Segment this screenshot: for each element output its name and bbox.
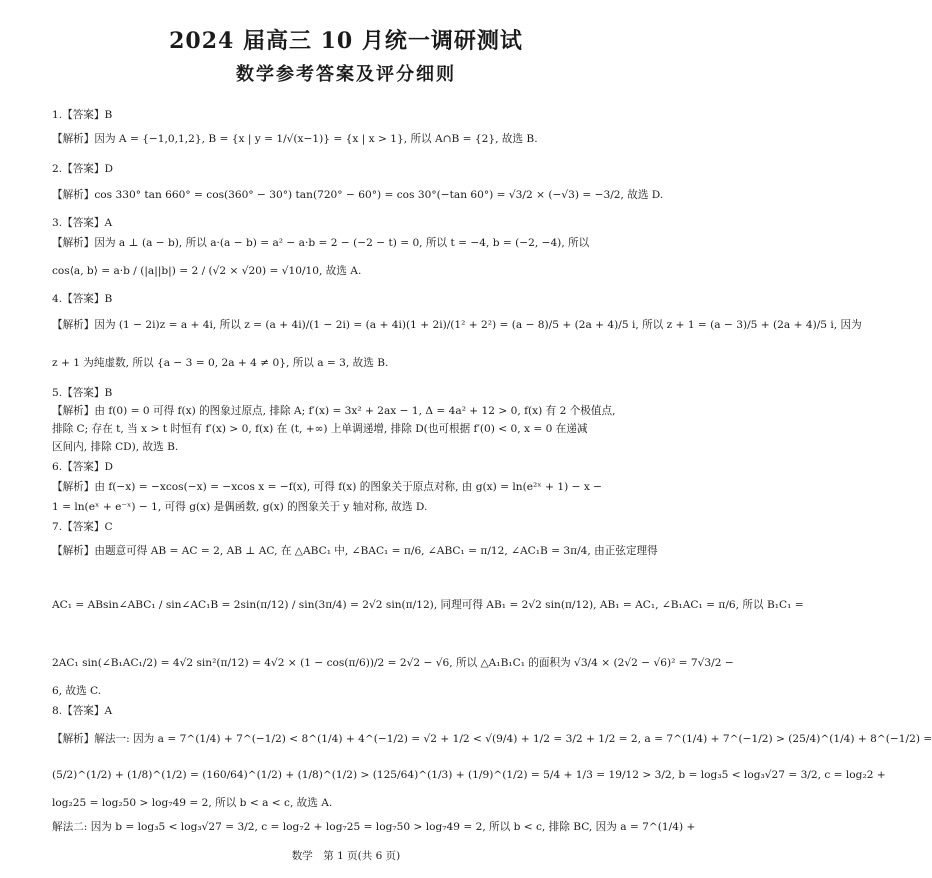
solution-line: 【解析】解法一: 因为 a = 7^(1/4) + 7^(−1/2) < 8^(1/4) + 4^(−1/2) = √2 + 1/2 < √(9/4) + 1/2 = 3/2 + 1/2 = 2, a = 7^(1/4) + 7^(−1/2) > (25/4)^(1/4) + 8^(−1/2) =: [52, 733, 932, 745]
solution-line: cos⟨a, b⟩ = a·b / (|a||b|) = 2 / (√2 × √20) = √10/10, 故选 A.: [52, 265, 362, 277]
answer-header: 3.【答案】A: [52, 217, 113, 229]
solution-line: 排除 C; 存在 t, 当 x > t 时恒有 f′(x) > 0, f(x) 在 (t, +∞) 上单调递增, 排除 D(也可根据 f′(0) < 0, x = 0 在递减: [52, 423, 588, 435]
answer-header: 2.【答案】D: [52, 163, 113, 175]
solution-line: 【解析】由 f(−x) = −xcos(−x) = −xcos x = −f(x), 可得 f(x) 的图象关于原点对称, 由 g(x) = ln(e²ˣ + 1) − x −: [52, 481, 603, 493]
answer-header: 8.【答案】A: [52, 705, 113, 717]
solution-line: 2AC₁ sin(∠B₁AC₁/2) = 4√2 sin²(π/12) = 4√2 × (1 − cos(π/6))/2 = 2√2 − √6, 所以 △A₁B₁C₁ 的面积为 √3/4 × (2√2 − √6)² = 7√3/2 −: [52, 657, 734, 669]
solution-line: 【解析】cos 330° tan 660° = cos(360° − 30°) tan(720° − 60°) = cos 30°(−tan 60°) = √3/2 × (−√3) = −3/2, 故选 D.: [52, 189, 664, 201]
solution-line: 区间内, 排除 CD), 故选 B.: [52, 441, 179, 453]
answer-header: 5.【答案】B: [52, 387, 113, 399]
solution-line: (5/2)^(1/2) + (1/8)^(1/2) = (160/64)^(1/2) + (1/8)^(1/2) > (125/64)^(1/3) + (1/9)^(1/2) = 5/4 + 1/3 = 19/12 > 3/2, b = log₃5 < log₃√27 = 3/2, c = log₂2 +: [52, 769, 886, 781]
page-title: 2024 届高三 10 月统一调研测试: [169, 28, 523, 54]
solution-line: log₂25 = log₂50 > log₇49 = 2, 所以 b < a < c, 故选 A.: [52, 797, 333, 809]
solution-line: 6, 故选 C.: [52, 685, 102, 697]
solution-line: 【解析】由题意可得 AB = AC = 2, AB ⊥ AC, 在 △ABC₁ 中, ∠BAC₁ = π/6, ∠ABC₁ = π/12, ∠AC₁B = 3π/4, 由正弦定理得: [52, 545, 658, 557]
solution-line: AC₁ = ABsin∠ABC₁ / sin∠AC₁B = 2sin(π/12) / sin(3π/4) = 2√2 sin(π/12), 同理可得 AB₁ = 2√2 sin(π/12), AB₁ = AC₁, ∠B₁AC₁ = π/6, 所以 B₁C₁ =: [52, 599, 804, 611]
solution-line: 解法二: 因为 b = log₃5 < log₃√27 = 3/2, c = log₇2 + log₇25 = log₇50 > log₇49 = 2, 所以 b < c, 排除 BC, 因为 a = 7^(1/4) +: [52, 821, 696, 833]
answer-header: 6.【答案】D: [52, 461, 113, 473]
solution-line: z + 1 为纯虚数, 所以 {a − 3 = 0, 2a + 4 ≠ 0}, 所以 a = 3, 故选 B.: [52, 357, 389, 369]
page-subtitle: 数学参考答案及评分细则: [236, 64, 456, 85]
solution-line: 【解析】因为 (1 − 2i)z = a + 4i, 所以 z = (a + 4i)/(1 − 2i) = (a + 4i)(1 + 2i)/(1² + 2²) = (a − 8)/5 + (2a + 4)/5 i, 所以 z + 1 = (a − 3)/5 + (2a + 4)/5 i, 因为: [52, 319, 862, 331]
answer-header: 4.【答案】B: [52, 293, 113, 305]
page-footer: 数学 第 1 页(共 6 页): [291, 850, 401, 862]
answer-header: 1.【答案】B: [52, 109, 113, 121]
solution-line: 【解析】因为 A = {−1,0,1,2}, B = {x | y = 1/√(x−1)} = {x | x > 1}, 所以 A∩B = {2}, 故选 B.: [52, 133, 538, 145]
answer-header: 7.【答案】C: [52, 521, 113, 533]
solution-line: 【解析】由 f(0) = 0 可得 f(x) 的图象过原点, 排除 A; f′(x) = 3x² + 2ax − 1, Δ = 4a² + 12 > 0, f(x) 有 2 个极值点,: [52, 405, 616, 417]
solution-line: 1 = ln(eˣ + e⁻ˣ) − 1, 可得 g(x) 是偶函数, g(x) 的图象关于 y 轴对称, 故选 D.: [52, 501, 428, 513]
solution-line: 【解析】因为 a ⊥ (a − b), 所以 a·(a − b) = a² − a·b = 2 − (−2 − t) = 0, 所以 t = −4, b = (−2, −4), 所以: [52, 237, 590, 249]
